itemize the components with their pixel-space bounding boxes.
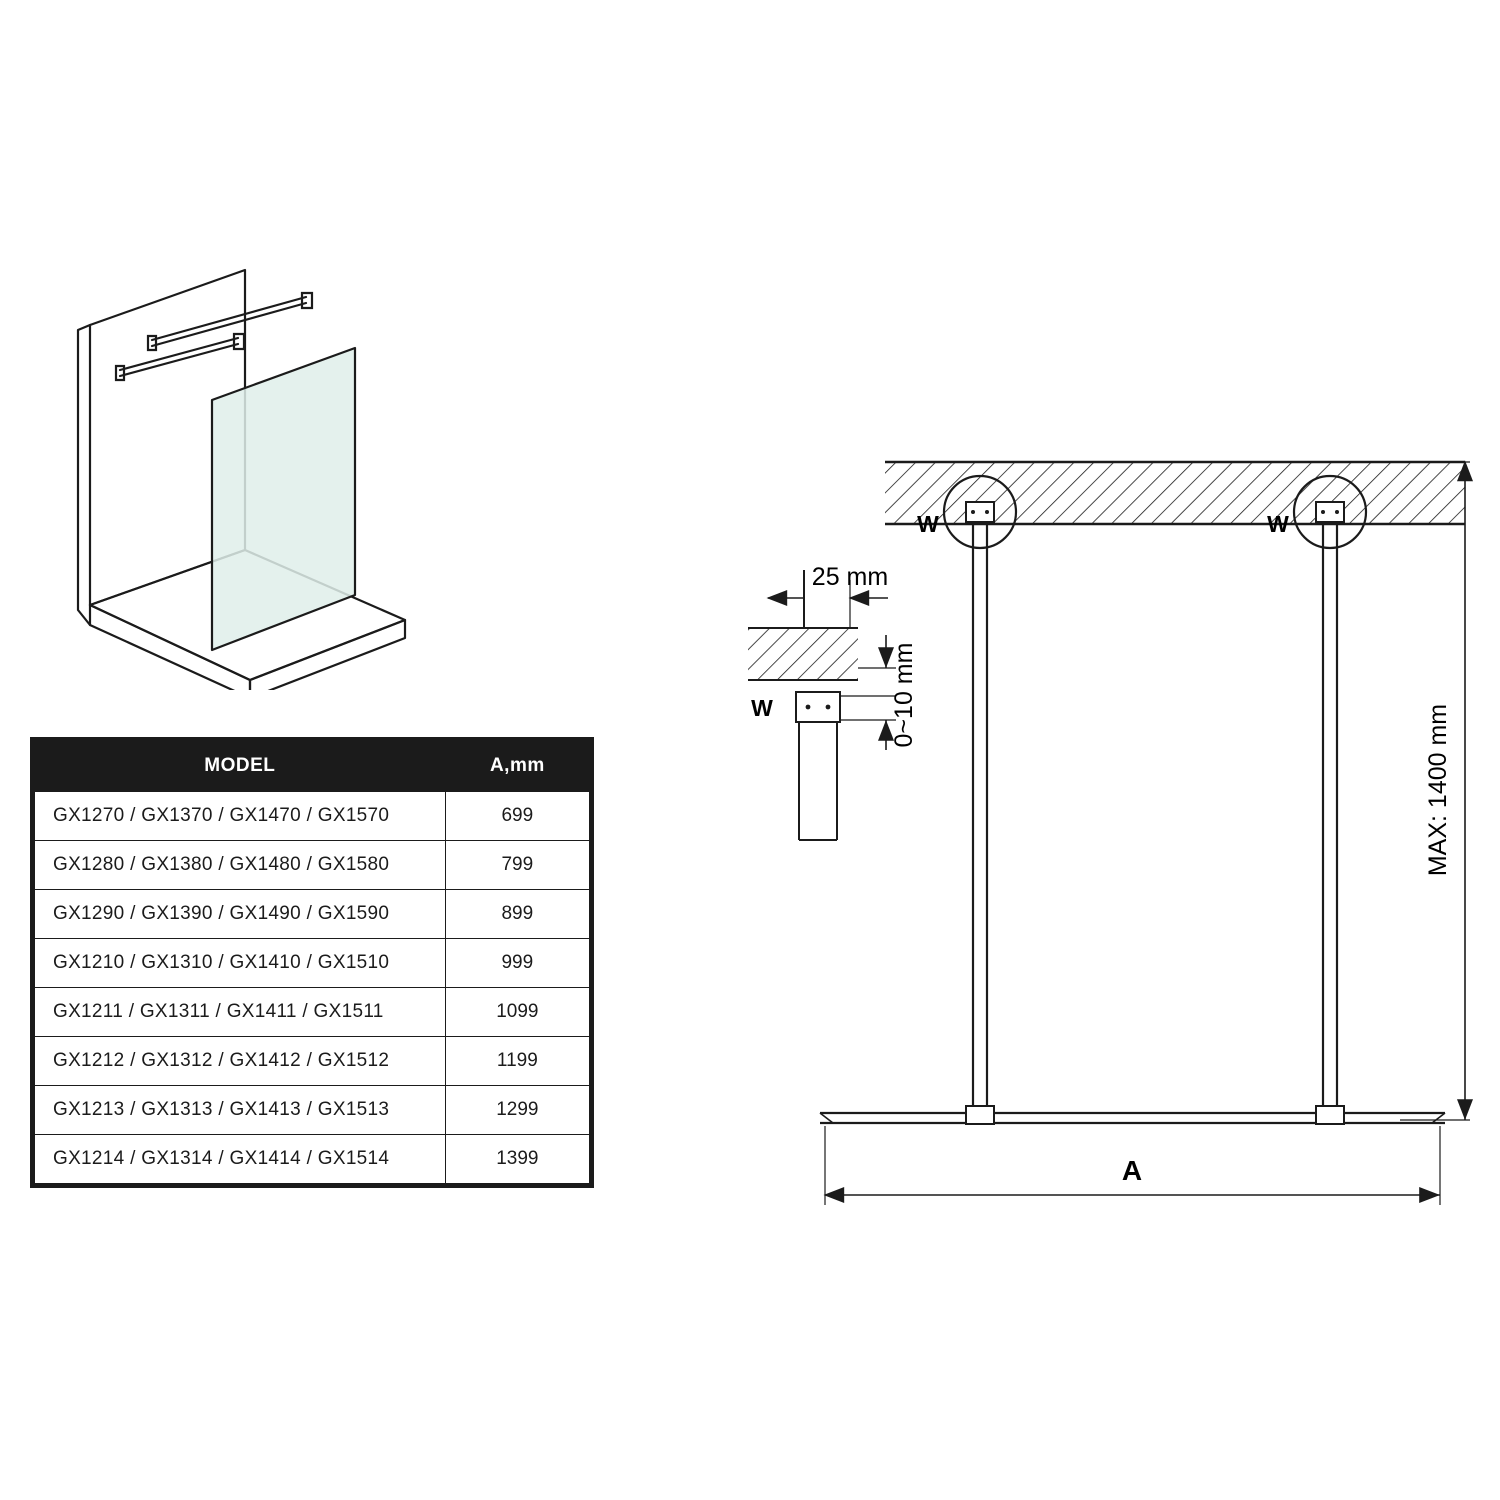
cell-a: 1199 (445, 1037, 589, 1086)
cell-model: GX1211 / GX1311 / GX1411 / GX1511 (35, 988, 446, 1037)
support-bar-lower (120, 338, 238, 370)
table-row (35, 1037, 590, 1086)
detail-width-label: 25 mm (811, 563, 889, 591)
glass-clamp-upper (302, 293, 312, 308)
cell-model: GX1212 / GX1312 / GX1412 / GX1512 (35, 1037, 446, 1086)
cell-a: 1099 (445, 988, 589, 1037)
technical-drawing (700, 420, 1490, 1270)
glass-panel-edge (820, 1113, 1445, 1123)
support-bar-lower-b (120, 344, 238, 376)
cell-model: GX1213 / GX1313 / GX1413 / GX1513 (35, 1086, 446, 1135)
table-row (35, 841, 590, 890)
table-row (35, 1135, 590, 1184)
table-row (35, 890, 590, 939)
bracket-label-detail: W (751, 695, 773, 721)
table-row (35, 939, 590, 988)
detail-view-w (748, 563, 918, 840)
table-row (35, 988, 590, 1037)
detail-gap-label: 0~10 mm (890, 642, 918, 748)
cell-a: 899 (445, 890, 589, 939)
support-bar-upper (152, 297, 306, 340)
table-header-a: A,mm (445, 741, 589, 792)
bracket-label-left: W (917, 511, 939, 537)
cell-model: GX1280 / GX1380 / GX1480 / GX1580 (35, 841, 446, 890)
table-header-model: MODEL (35, 741, 446, 792)
bottom-clamp-left (966, 1106, 994, 1124)
cell-a: 1299 (445, 1086, 589, 1135)
width-dimension-label: A (1121, 1155, 1143, 1186)
table-header-row (35, 741, 590, 792)
table-row (35, 1086, 590, 1135)
wall-thickness (78, 325, 90, 625)
cell-model: GX1210 / GX1310 / GX1410 / GX1510 (35, 939, 446, 988)
glass-clamp-lower (234, 334, 244, 349)
cell-model: GX1270 / GX1370 / GX1470 / GX1570 (35, 792, 446, 841)
cell-a: 699 (445, 792, 589, 841)
height-dimension-label: MAX: 1400 mm (1424, 703, 1452, 877)
cell-a: 1399 (445, 1135, 589, 1184)
cell-a: 999 (445, 939, 589, 988)
cell-model: GX1290 / GX1390 / GX1490 / GX1590 (35, 890, 446, 939)
cell-model: GX1214 / GX1314 / GX1414 / GX1514 (35, 1135, 446, 1184)
cell-a: 799 (445, 841, 589, 890)
tray-right-edge (250, 620, 405, 690)
bottom-clamp-right (1316, 1106, 1344, 1124)
wall-mount-lower (116, 366, 124, 380)
model-table (30, 737, 594, 1188)
isometric-illustration (60, 250, 480, 690)
vertical-support-bars (973, 524, 1337, 1113)
table-row (35, 792, 590, 841)
glass-panel (212, 348, 355, 650)
bracket-label-right: W (1267, 511, 1289, 537)
